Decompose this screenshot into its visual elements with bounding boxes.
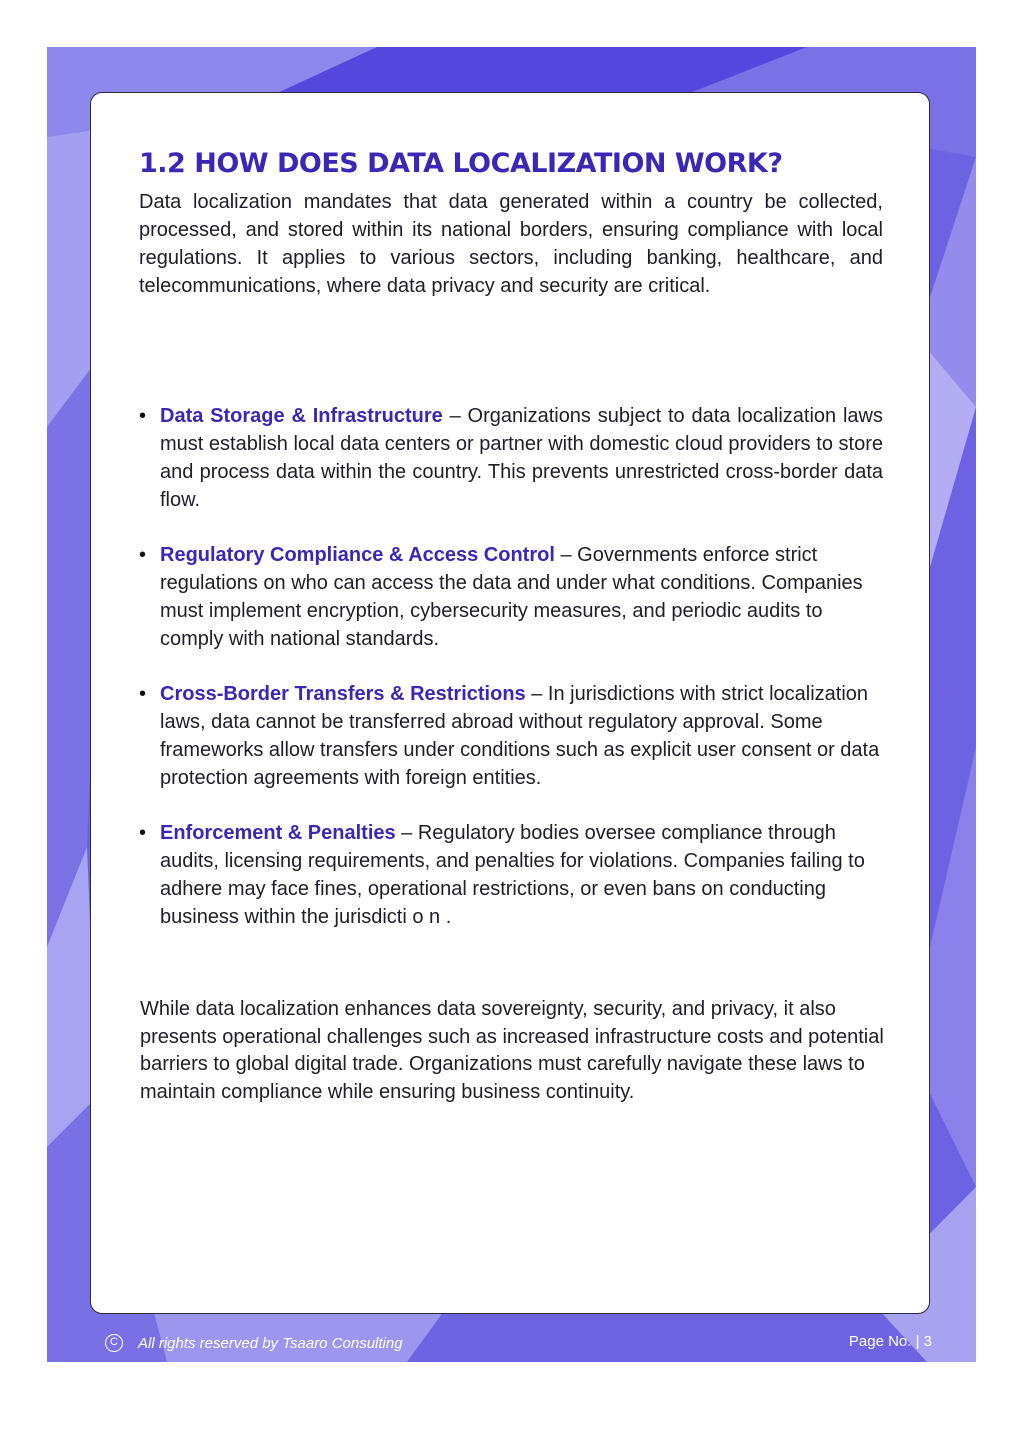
footer-rights-text: All rights reserved by Tsaaro Consulting	[138, 1334, 403, 1352]
bullet-text: – Organizations subject to data localization laws must establish local data centers or partner with domestic cloud providers to store and process data within the country. This prevents unrestricted cross-border data flow.	[160, 405, 883, 511]
bullet-text: – Governments enforce strict regulations on who can access the data and under what conditions. Companies must implement encryption, cybersecurity measures, and periodic audits to comply with national standards.	[160, 544, 863, 650]
bullet-dot-icon: •	[139, 822, 147, 844]
bullet-heading: Regulatory Compliance & Access Control	[160, 544, 555, 566]
bullet-heading: Enforcement & Penalties	[160, 822, 396, 844]
bullet-text: – Regulatory bodies oversee compliance through audits, licensing requirements, and penalties for violations. Companies failing to adhere may face fines, operational restrictions, or even bans on conducting business within the jurisdicti o n .	[160, 822, 865, 928]
copyright-icon: C	[105, 1334, 123, 1352]
list-item	[139, 541, 883, 653]
bullet-dot-icon: •	[139, 544, 147, 566]
bullet-list	[139, 402, 883, 958]
intro-section	[139, 146, 883, 300]
list-item	[139, 819, 883, 931]
intro-paragraph: Data localization mandates that data generated within a country be collected, processed, and stored within its national borders, ensuring compliance with local regulations. It applies to various sectors, including banking, healthcare, and telecommunications, where data privacy and security are critical.	[139, 191, 883, 297]
list-item	[139, 402, 883, 514]
page-title: 1.2 HOW DOES DATA LOCALIZATION WORK?	[139, 148, 783, 179]
bullet-heading: Data Storage & Infrastructure	[160, 405, 443, 427]
footer-rights	[105, 1332, 403, 1354]
bullet-text: – In jurisdictions with strict localization laws, data cannot be transferred abroad without regulatory approval. Some frameworks allow transfers under conditions such as explicit user consent or data protection agreements with foreign entities.	[160, 683, 880, 789]
page-number: Page No. | 3	[848, 1333, 932, 1350]
bullet-dot-icon: •	[139, 405, 147, 427]
closing-paragraph: While data localization enhances data sovereignty, security, and privacy, it also presents operational challenges such as increased infrastructure costs and potential barriers to global digital trade. Organizations must carefully navigate these laws to maintain compliance while ensuring business continuity.	[140, 998, 884, 1103]
list-item	[139, 680, 883, 792]
bullet-dot-icon: •	[139, 683, 147, 705]
bullet-heading: Cross-Border Transfers & Restrictions	[160, 683, 526, 705]
